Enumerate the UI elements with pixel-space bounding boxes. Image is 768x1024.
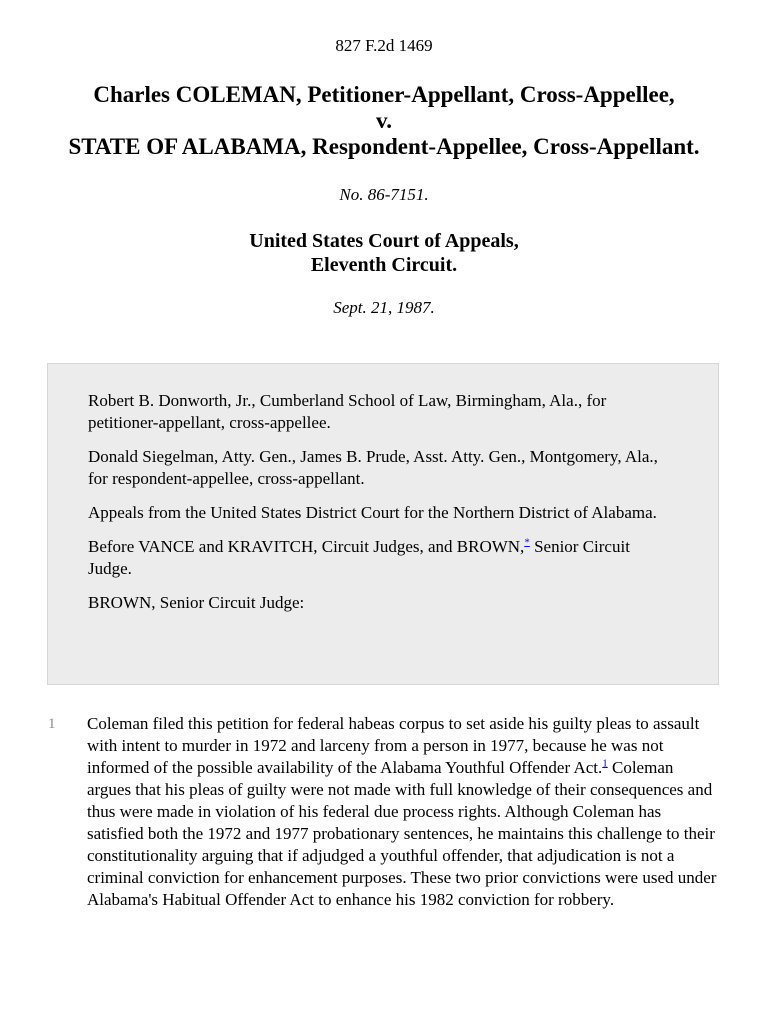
footnote-link-1[interactable]: 1 [602,757,608,770]
paragraph-text: Coleman filed this petition for federal habeas corpus to set aside his guilty pleas to assault with intent to murder in 1972 and larceny from a person in 1977, because he was not informed of the possible availability of the Alabama Youthful Offender Act. [87,714,700,777]
counsel-box [47,363,719,685]
respondent-counsel: Donald Siegelman, Atty. Gen., James B. Prude, Asst. Atty. Gen., Montgomery, Ala., for respondent-appellee, cross-appellant. [88,447,658,488]
paragraph-text-continued: Coleman argues that his pleas of guilty were not made with full knowledge of their consequences and thus were made in violation of his federal due process rights. Although Coleman has satisfied both the 1972 and 1977 probationary sentences, he maintains this challenge to their constitutionality arguing that if adjudged a youthful offender, that adjudication is not a criminal conviction for enhancement purposes. These two prior convictions were used under Alabama's Habitual Offender Act to enhance his 1982 conviction for robbery. [87,758,717,909]
respondent-party: STATE OF ALABAMA, Respondent-Appellee, Cross-Appellant. [68,134,700,159]
decision-date: Sept. 21, 1987. [333,298,435,317]
docket-number: No. 86-7151. [339,185,429,204]
panel-judges-text: Before VANCE and KRAVITCH, Circuit Judges, and BROWN, [88,537,525,556]
opinion-body [0,713,768,911]
petitioner-counsel: Robert B. Donworth, Jr., Cumberland School of Law, Birmingham, Ala., for petitioner-appellant, cross-appellee. [88,391,607,432]
appeal-from: Appeals from the United States District Court for the Northern District of Alabama. [88,503,657,522]
case-caption [40,82,728,160]
footnote-link-star[interactable]: * [524,536,530,549]
court-name [0,229,768,277]
petitioner-party: Charles COLEMAN, Petitioner-Appellant, Cross-Appellee, [93,82,675,107]
versus-label: v. [376,108,392,133]
court-name-line2: Eleventh Circuit. [310,254,458,276]
case-citation: 827 F.2d 1469 [335,36,433,55]
opinion-author: BROWN, Senior Circuit Judge: [88,593,305,612]
panel-judges-text-end: Senior Circuit Judge. [88,537,630,578]
panel-judges [88,536,678,580]
opinion-paragraph [0,713,768,911]
paragraph-number: 1 [48,716,56,732]
court-name-line1: United States Court of Appeals, [249,230,519,252]
